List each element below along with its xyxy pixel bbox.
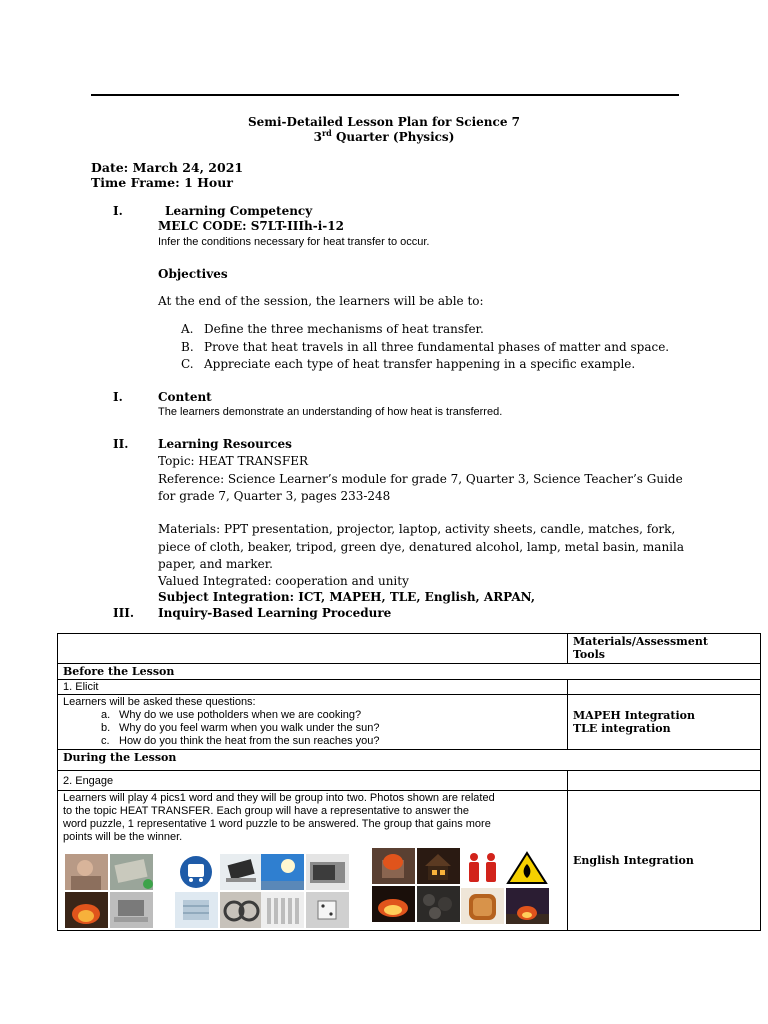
competency-numeral: I. bbox=[113, 204, 123, 218]
materials-line-1: Materials: PPT presentation, projector, laptop, activity sheets, candle, matches, fork, bbox=[158, 522, 676, 536]
objective-b-text: Prove that heat travels in all three fundamental phases of matter and space. bbox=[204, 340, 670, 354]
before-lesson-label: Before the Lesson bbox=[58, 664, 761, 680]
radiator-photo bbox=[261, 892, 304, 928]
subject-integration-line: Subject Integration: ICT, MAPEH, TLE, English, ARPAN, bbox=[158, 590, 536, 604]
laptop-photo bbox=[110, 892, 153, 928]
content-heading: Content bbox=[158, 390, 212, 404]
before-lesson-row bbox=[58, 664, 761, 680]
tools-header-line-2: Tools bbox=[573, 648, 605, 661]
question-a-letter: a. bbox=[101, 709, 111, 721]
document-title: Semi-Detailed Lesson Plan for Science 7 bbox=[248, 115, 520, 129]
procedure-numeral: III. bbox=[113, 606, 135, 620]
engage-text-1: Learners will play 4 pics1 word and they will be group into two. Photos shown are related bbox=[63, 792, 495, 804]
quarter-number: 3 bbox=[313, 130, 322, 144]
puzzle-5 bbox=[461, 850, 551, 926]
english-integration: English Integration bbox=[573, 854, 694, 867]
elicit-tools-cell bbox=[568, 695, 761, 750]
engage-content-cell bbox=[58, 791, 568, 931]
objective-c-letter: C. bbox=[181, 357, 194, 371]
engage-text-3: word puzzle, 1 representative 1 word puzzle to be answered. The group that gains more bbox=[63, 818, 491, 830]
tools-header-line-1: Materials/Assessment bbox=[573, 635, 708, 648]
document-subtitle bbox=[0, 130, 768, 144]
procedure-table bbox=[57, 633, 761, 931]
objectives-intro: At the end of the session, the learners will be able to: bbox=[158, 294, 484, 308]
engage-text-2: to the topic HEAT TRANSFER. Each group will have a representative to answer the bbox=[63, 805, 469, 817]
mapeh-integration: MAPEH Integration bbox=[573, 709, 696, 722]
tools-header-cell bbox=[568, 634, 761, 664]
elicit-row bbox=[58, 680, 761, 695]
during-lesson-row bbox=[58, 750, 761, 771]
question-c-letter: c. bbox=[101, 735, 110, 747]
money-photo bbox=[110, 854, 153, 890]
tle-integration: TLE integration bbox=[573, 722, 671, 735]
question-b-text: Why do you feel warm when you walk under the sun? bbox=[119, 722, 380, 734]
fire-house-photo bbox=[372, 848, 415, 884]
quarter-suffix: rd bbox=[321, 128, 332, 138]
reference-line-2: for grade 7, Quarter 3, pages 233-248 bbox=[158, 489, 391, 503]
during-lesson-label: During the Lesson bbox=[58, 750, 761, 771]
laptop-icon bbox=[220, 854, 263, 890]
elicit-tools-empty bbox=[568, 680, 761, 695]
engage-label: 2. Engage bbox=[58, 771, 568, 791]
materials-line-2: piece of cloth, beaker, tripod, green dye, denatured alcohol, lamp, metal basin, manila bbox=[158, 540, 685, 554]
competency-text: Infer the conditions necessary for heat transfer to occur. bbox=[158, 236, 430, 248]
objective-c-text: Appreciate each type of heat transfer happening in a specific example. bbox=[204, 357, 636, 371]
header-empty-cell bbox=[58, 634, 568, 664]
valued-line: Valued Integrated: cooperation and unity bbox=[158, 574, 409, 588]
toast-photo bbox=[461, 888, 504, 924]
time-frame-line: Time Frame: 1 Hour bbox=[91, 175, 233, 190]
fireplace-photo bbox=[65, 892, 108, 928]
burning-house-photo bbox=[417, 848, 460, 884]
campfire-photo bbox=[372, 886, 415, 922]
quarter-label: Quarter (Physics) bbox=[331, 130, 455, 144]
topic-line: Topic: HEAT TRANSFER bbox=[158, 454, 308, 468]
engage-row bbox=[58, 771, 761, 791]
engage-content-row bbox=[58, 791, 761, 931]
fire-suit-icon bbox=[461, 850, 504, 886]
puzzle-3 bbox=[261, 854, 351, 930]
engage-tools-cell bbox=[568, 791, 761, 931]
puzzle-1 bbox=[65, 854, 155, 930]
melc-code: MELC CODE: S7LT-IIIh-i-12 bbox=[158, 219, 344, 233]
rack-photo bbox=[175, 892, 218, 928]
question-a-text: Why do we use potholders when we are cooking? bbox=[119, 709, 362, 721]
elicit-label: 1. Elicit bbox=[58, 680, 568, 695]
puzzle-2 bbox=[175, 854, 265, 930]
objective-a-letter: A. bbox=[181, 322, 194, 336]
bus-sign-icon bbox=[175, 854, 218, 890]
engage-text-4: points will be the winner. bbox=[63, 831, 183, 843]
resources-heading: Learning Resources bbox=[158, 437, 292, 451]
objectives-heading: Objectives bbox=[158, 267, 228, 281]
top-rule bbox=[91, 94, 679, 96]
objective-b-letter: B. bbox=[181, 340, 194, 354]
coal-photo bbox=[417, 886, 460, 922]
bonfire-photo bbox=[506, 888, 549, 924]
question-b-letter: b. bbox=[101, 722, 111, 734]
competency-heading: Learning Competency bbox=[165, 204, 313, 218]
puzzle-images bbox=[63, 848, 562, 930]
table-header-row bbox=[58, 634, 761, 664]
question-c-text: How do you think the heat from the sun reaches you? bbox=[119, 735, 380, 747]
question-a bbox=[63, 709, 562, 722]
elicit-content-cell bbox=[58, 695, 568, 750]
elicit-intro: Learners will be asked these questions: bbox=[63, 696, 256, 708]
puzzle-4 bbox=[372, 848, 462, 924]
content-text: The learners demonstrate an understanding of how heat is transferred. bbox=[158, 406, 503, 418]
flammable-warning-icon bbox=[506, 850, 549, 886]
content-numeral: I. bbox=[113, 390, 123, 404]
reference-line-1: Reference: Science Learner’s module for grade 7, Quarter 3, Science Teacher’s Guide bbox=[158, 472, 683, 486]
handcuff-photo bbox=[220, 892, 263, 928]
objective-a-text: Define the three mechanisms of heat transfer. bbox=[204, 322, 484, 336]
microwave-photo bbox=[306, 854, 349, 890]
materials-line-3: paper, and marker. bbox=[158, 557, 273, 571]
procedure-heading: Inquiry-Based Learning Procedure bbox=[158, 606, 392, 620]
engage-tools-empty bbox=[568, 771, 761, 791]
hot-person-photo bbox=[65, 854, 108, 890]
elicit-content-row bbox=[58, 695, 761, 750]
resources-numeral: II. bbox=[113, 437, 129, 451]
date-line: Date: March 24, 2021 bbox=[91, 160, 244, 175]
sun-sky-photo bbox=[261, 854, 304, 890]
question-c bbox=[63, 735, 562, 748]
dice-photo bbox=[306, 892, 349, 928]
question-b bbox=[63, 722, 562, 735]
